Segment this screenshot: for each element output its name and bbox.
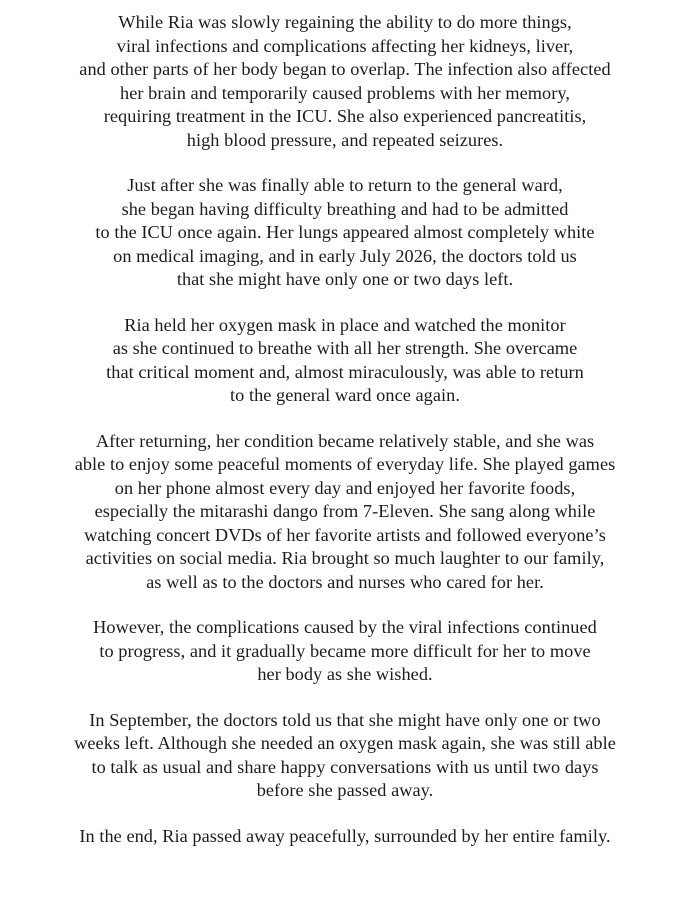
text-line: she began having difficulty breathing and had to be admitted bbox=[121, 198, 569, 219]
text-line: on her phone almost every day and enjoyed her favorite foods, bbox=[114, 477, 576, 498]
paragraph-2 bbox=[0, 174, 690, 292]
text-line: her body as she wished. bbox=[257, 664, 433, 684]
text-line: watching concert DVDs of her favorite artists and followed everyone’s bbox=[84, 524, 606, 545]
text-line: to progress, and it gradually became more difficult for her to move bbox=[99, 640, 591, 661]
paragraph-4 bbox=[0, 430, 690, 595]
paragraph-3 bbox=[0, 314, 690, 408]
text-line: requiring treatment in the ICU. She also experienced pancreatitis, bbox=[103, 106, 587, 126]
text-line: While Ria was slowly regaining the ability to do more things, bbox=[118, 12, 572, 32]
text-line: as she continued to breathe with all her strength. She overcame bbox=[112, 338, 578, 358]
paragraph-6 bbox=[0, 709, 690, 803]
text-line: activities on social media. Ria brought so much laughter to our family, bbox=[85, 548, 605, 568]
text-line: that she might have only one or two days left. bbox=[176, 269, 514, 289]
paragraph-7 bbox=[0, 825, 690, 849]
text-line: viral infections and complications affecting her kidneys, liver, bbox=[116, 35, 574, 56]
paragraph-1 bbox=[0, 11, 690, 152]
text-line: to the general ward once again. bbox=[230, 385, 460, 405]
text-line: Just after she was finally able to return to the general ward, bbox=[127, 175, 563, 195]
text-line: and other parts of her body began to overlap. The infection also affected bbox=[79, 59, 611, 79]
text-line: especially the mitarashi dango from 7-Eleven. She sang along while bbox=[94, 501, 596, 521]
text-line: weeks left. Although she needed an oxygen mask again, she was still able bbox=[74, 733, 616, 753]
text-line: on medical imaging, and in early July 2026, the doctors told us bbox=[113, 245, 577, 266]
text-line: as well as to the doctors and nurses who cared for her. bbox=[146, 571, 544, 592]
text-line: In September, the doctors told us that she might have only one or two bbox=[89, 709, 601, 730]
text-line: that critical moment and, almost miraculously, was able to return bbox=[106, 361, 584, 382]
text-line: able to enjoy some peaceful moments of everyday life. She played games bbox=[74, 454, 616, 474]
text-line: high blood pressure, and repeated seizures. bbox=[186, 129, 504, 150]
text-line: before she passed away. bbox=[256, 780, 434, 800]
text-line: to the ICU once again. Her lungs appeared almost completely white bbox=[95, 222, 595, 242]
text-line: to talk as usual and share happy conversations with us until two days bbox=[91, 756, 599, 777]
text-line: In the end, Ria passed away peacefully, surrounded by her entire family. bbox=[79, 825, 611, 846]
text-line: her brain and temporarily caused problems with her memory, bbox=[120, 82, 570, 103]
text-line: After returning, her condition became relatively stable, and she was bbox=[95, 430, 595, 451]
text-line: Ria held her oxygen mask in place and watched the monitor bbox=[124, 314, 566, 335]
text-line: However, the complications caused by the viral infections continued bbox=[93, 617, 597, 637]
paragraph-5 bbox=[0, 616, 690, 687]
